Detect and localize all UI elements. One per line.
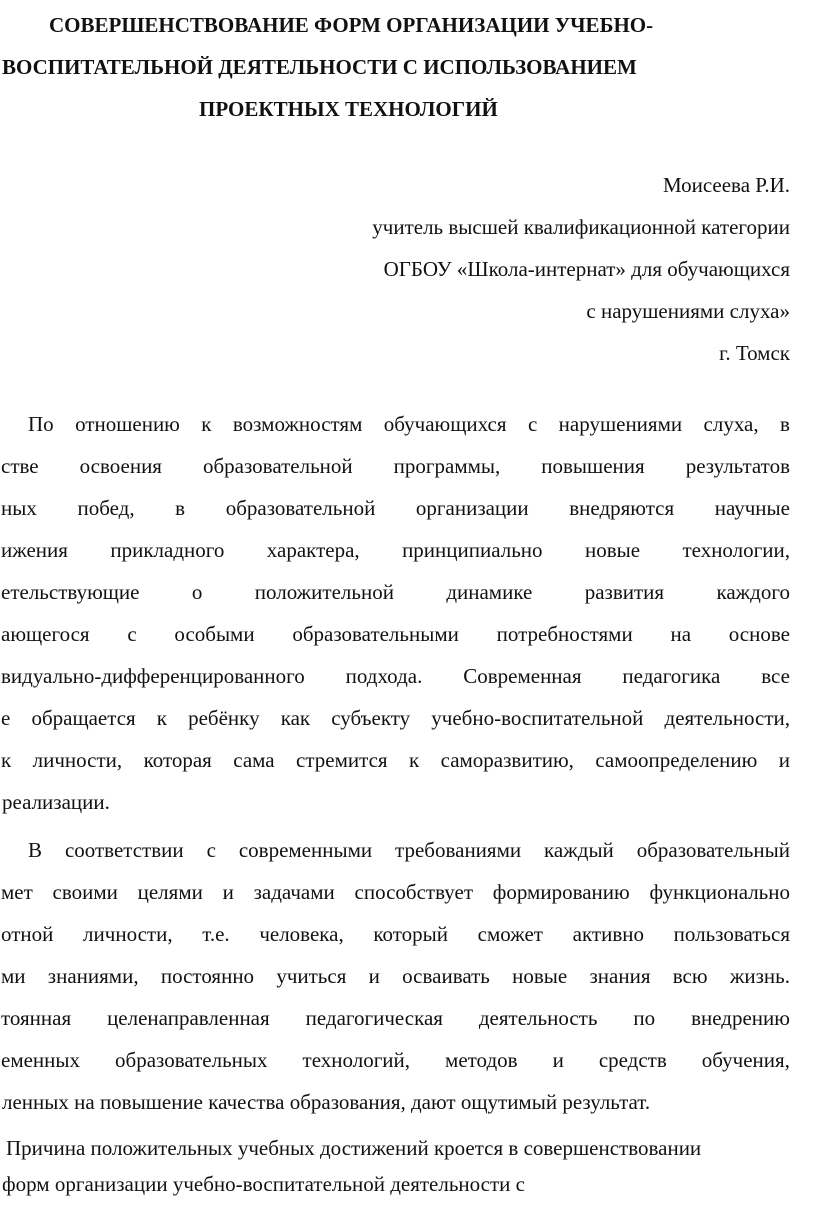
paragraph-line: ающегося с особыми образовательными потребностями на основе (1, 622, 790, 646)
paragraph-line: еменных образовательных технологий, методов и средств обучения, (1, 1048, 790, 1072)
paragraph-line: к личности, которая сама стремится к саморазвитию, самоопределению и (1, 748, 790, 772)
paragraph-line: ми знаниями, постоянно учиться и осваивать новые знания всю жизнь. (1, 964, 790, 988)
author-position: учитель высшей квалификационной категории (372, 215, 790, 239)
author-city: г. Томск (719, 341, 790, 365)
paragraph-line: е обращается к ребёнку как субъекту учебно-воспитательной деятельности, (1, 706, 790, 730)
paragraph-line: етельствующие о положительной динамике развития каждого (1, 580, 790, 604)
author-organization-line-1: ОГБОУ «Школа-интернат» для обучающихся (383, 257, 790, 281)
paragraph-3 (0, 1136, 790, 1214)
paragraph-line: форм организации учебно-воспитательной деятельности с (2, 1172, 525, 1196)
paragraph-line: тоянная целенаправленная педагогическая деятельность по внедрению (1, 1006, 790, 1030)
author-name: Моисеева Р.И. (662, 173, 790, 197)
title-line-3: ПРОЕКТНЫХ ТЕХНОЛОГИЙ (199, 97, 498, 121)
paragraph-line: реализации. (2, 790, 110, 814)
paragraph-1 (0, 412, 790, 832)
paragraph-line: видуально-дифференцированного подхода. Современная педагогика все (1, 664, 790, 688)
paragraph-line: По отношению к возможностям обучающихся с нарушениями слуха, в (28, 412, 790, 436)
paragraph-line: ижения прикладного характера, принципиально новые технологии, (1, 538, 790, 562)
paragraph-line: стве освоения образовательной программы, повышения результатов (1, 454, 790, 478)
title-line-2: ВОСПИТАТЕЛЬНОЙ ДЕЯТЕЛЬНОСТИ С ИСПОЛЬЗОВАНИЕМ (2, 55, 637, 79)
author-block (372, 164, 790, 374)
author-organization-line-2: с нарушениями слуха» (586, 299, 790, 323)
paragraph-line: В соответствии с современными требованиями каждый образовательный (28, 838, 790, 862)
paragraph-line: ных побед, в образовательной организации внедряются научные (1, 496, 790, 520)
paragraph-line: Причина положительных учебных достижений кроется в совершенствовании (6, 1136, 702, 1160)
paragraph-line: отной личности, т.е. человека, который сможет активно пользоваться (1, 922, 790, 946)
paragraph-line: ленных на повышение качества образования, дают ощутимый результат. (2, 1090, 651, 1114)
title-line-1: СОВЕРШЕНСТВОВАНИЕ ФОРМ ОРГАНИЗАЦИИ УЧЕБНО- (49, 13, 654, 37)
paragraph-line: мет своими целями и задачами способствует формированию функционально (1, 880, 790, 904)
paragraph-2 (0, 838, 790, 1132)
